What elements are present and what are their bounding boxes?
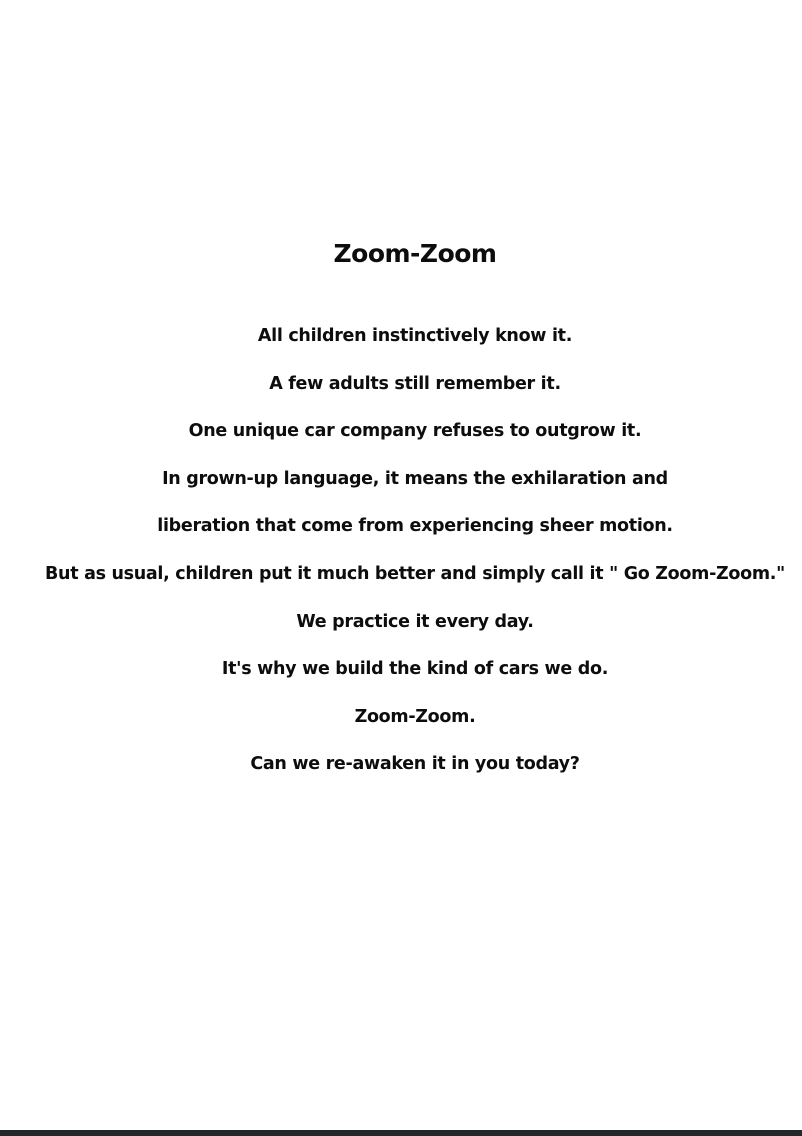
text-line: In grown-up language, it means the exhilaration and bbox=[162, 468, 668, 489]
text-line: One unique car company refuses to outgrow it. bbox=[188, 421, 642, 442]
text-line: But as usual, children put it much better and simply call it " Go Zoom-Zoom." bbox=[45, 563, 785, 584]
text-line: Zoom-Zoom. bbox=[354, 706, 476, 727]
text-line: Can we re-awaken it in you today? bbox=[250, 754, 580, 775]
text-line: liberation that come from experiencing sheer motion. bbox=[157, 516, 673, 537]
body-text bbox=[28, 313, 802, 789]
text-line: We practice it every day. bbox=[296, 611, 534, 632]
page-title: Zoom-Zoom bbox=[333, 239, 497, 268]
bottom-edge-bar bbox=[0, 1130, 802, 1136]
text-line: It's why we build the kind of cars we do. bbox=[221, 659, 609, 680]
text-line: A few adults still remember it. bbox=[269, 373, 561, 394]
text-line: All children instinctively know it. bbox=[257, 326, 573, 346]
